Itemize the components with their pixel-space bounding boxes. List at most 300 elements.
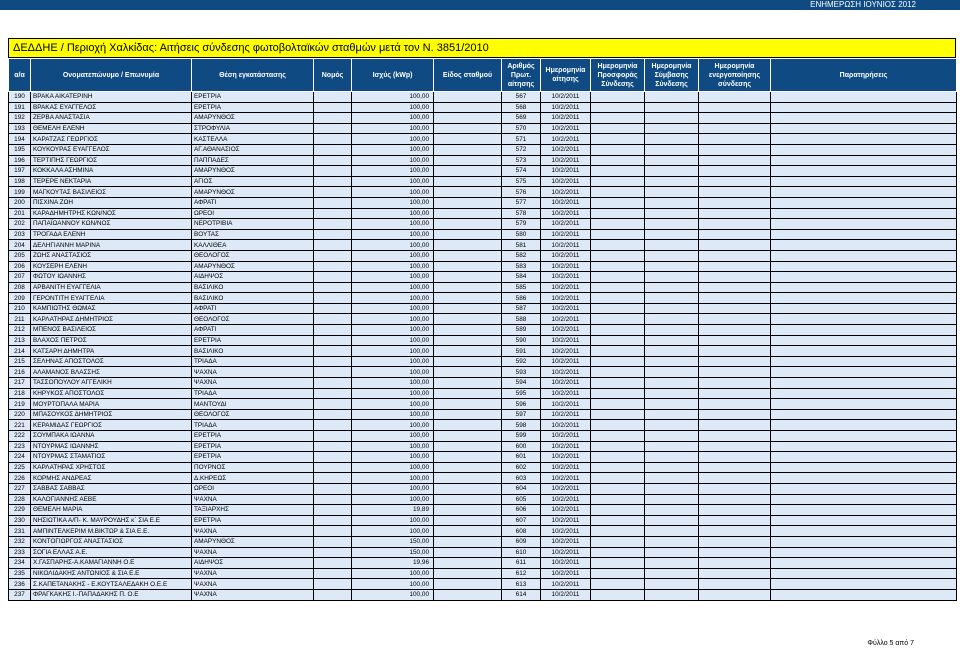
cell-activation-date xyxy=(699,123,771,134)
cell-power: 100,00 xyxy=(352,113,434,124)
cell-power: 100,00 xyxy=(352,272,434,283)
cell-protocol: 610 xyxy=(502,547,541,558)
cell-power: 100,00 xyxy=(352,452,434,463)
cell-activation-date xyxy=(699,113,771,124)
cell-name: ΚΕΡΑΜΙΔΑΣ ΓΕΩΡΓΙΟΣ xyxy=(31,420,192,431)
cell-contract-date xyxy=(645,303,699,314)
table-row xyxy=(9,261,957,272)
cell-contract-date xyxy=(645,123,699,134)
column-header: Είδος σταθμού xyxy=(434,59,502,92)
cell-name: ΦΩΤΟΥ ΙΩΑΝΝΗΣ xyxy=(31,272,192,283)
cell-power: 100,00 xyxy=(352,473,434,484)
sheet-title-row xyxy=(8,38,956,58)
cell-aa: 236 xyxy=(9,579,31,590)
table-row xyxy=(9,123,957,134)
cell-power: 100,00 xyxy=(352,483,434,494)
table-row xyxy=(9,187,957,198)
cell-name: Σ.ΚΑΠΕΤΑΝΑΚΗΣ - Ε.ΚΟΥΤΣΑΛΕΔΑΚΗ Ο.Ε.Ε xyxy=(31,579,192,590)
table-row xyxy=(9,536,957,547)
cell-aa: 214 xyxy=(9,346,31,357)
cell-name: ΚΑΡΑΤΖΑΣ ΓΕΩΡΓΙΟΣ xyxy=(31,134,192,145)
cell-name: ΚΟΥΣΕΡΗ ΕΛΕΝΗ xyxy=(31,261,192,272)
cell-power: 100,00 xyxy=(352,219,434,230)
cell-remarks xyxy=(771,420,957,431)
cell-prefecture xyxy=(314,335,352,346)
cell-location: ΝΕΡΟΤΡΙΒΙΑ xyxy=(192,219,314,230)
cell-application-date: 10/2/2011 xyxy=(541,431,591,442)
cell-prefecture xyxy=(314,483,352,494)
cell-application-date: 10/2/2011 xyxy=(541,515,591,526)
cell-contract-date xyxy=(645,250,699,261)
cell-name: ΒΡΑΚΑ ΑΙΚΑΤΕΡΙΝΗ xyxy=(31,92,192,103)
cell-remarks xyxy=(771,515,957,526)
cell-offer-date xyxy=(591,378,645,389)
cell-power: 100,00 xyxy=(352,579,434,590)
cell-prefecture xyxy=(314,547,352,558)
cell-location: ΑΜΑΡΥΝΘΟΣ xyxy=(192,113,314,124)
cell-application-date: 10/2/2011 xyxy=(541,536,591,547)
cell-remarks xyxy=(771,92,957,103)
cell-aa: 212 xyxy=(9,325,31,336)
cell-remarks xyxy=(771,155,957,166)
cell-protocol: 568 xyxy=(502,102,541,113)
cell-contract-date xyxy=(645,441,699,452)
cell-aa: 199 xyxy=(9,187,31,198)
cell-power: 150,00 xyxy=(352,547,434,558)
cell-application-date: 10/2/2011 xyxy=(541,303,591,314)
cell-contract-date xyxy=(645,144,699,155)
cell-aa: 205 xyxy=(9,250,31,261)
cell-protocol: 587 xyxy=(502,303,541,314)
cell-power: 100,00 xyxy=(352,144,434,155)
cell-prefecture xyxy=(314,197,352,208)
cell-power: 100,00 xyxy=(352,166,434,177)
cell-activation-date xyxy=(699,166,771,177)
table-row xyxy=(9,250,957,261)
cell-station-type xyxy=(434,431,502,442)
cell-station-type xyxy=(434,208,502,219)
cell-name: ΒΡΑΚΑΣ ΕΥΑΓΓΕΛΟΣ xyxy=(31,102,192,113)
cell-power: 100,00 xyxy=(352,356,434,367)
cell-protocol: 591 xyxy=(502,346,541,357)
cell-station-type xyxy=(434,197,502,208)
cell-protocol: 572 xyxy=(502,144,541,155)
cell-offer-date xyxy=(591,399,645,410)
column-header: Νομός xyxy=(314,59,352,92)
cell-prefecture xyxy=(314,250,352,261)
cell-remarks xyxy=(771,536,957,547)
column-header: Θέση εγκατάστασης xyxy=(192,59,314,92)
cell-activation-date xyxy=(699,568,771,579)
cell-aa: 194 xyxy=(9,134,31,145)
cell-power: 100,00 xyxy=(352,441,434,452)
cell-location: ΩΡΕΟΙ xyxy=(192,208,314,219)
cell-power: 100,00 xyxy=(352,197,434,208)
cell-aa: 207 xyxy=(9,272,31,283)
cell-remarks xyxy=(771,367,957,378)
cell-contract-date xyxy=(645,547,699,558)
cell-remarks xyxy=(771,589,957,600)
cell-aa: 228 xyxy=(9,494,31,505)
cell-offer-date xyxy=(591,123,645,134)
table-row xyxy=(9,155,957,166)
cell-application-date: 10/2/2011 xyxy=(541,314,591,325)
cell-contract-date xyxy=(645,92,699,103)
cell-activation-date xyxy=(699,515,771,526)
cell-application-date: 10/2/2011 xyxy=(541,176,591,187)
cell-application-date: 10/2/2011 xyxy=(541,526,591,537)
cell-name: ΜΑΓΚΟΥΤΑΣ ΒΑΣΙΛΕΙΟΣ xyxy=(31,187,192,198)
cell-aa: 221 xyxy=(9,420,31,431)
cell-name: ΤΕΡΤΙΠΗΣ ΓΕΩΡΓΙΟΣ xyxy=(31,155,192,166)
cell-application-date: 10/2/2011 xyxy=(541,166,591,177)
cell-protocol: 601 xyxy=(502,452,541,463)
cell-protocol: 586 xyxy=(502,293,541,304)
column-header: Ημερομηνία Προσφοράς Σύνδεσης xyxy=(591,59,645,92)
cell-prefecture xyxy=(314,431,352,442)
cell-aa: 213 xyxy=(9,335,31,346)
cell-contract-date xyxy=(645,515,699,526)
cell-name: ΚΟΥΚΟΥΡΑΣ ΕΥΑΓΓΕΛΟΣ xyxy=(31,144,192,155)
cell-activation-date xyxy=(699,144,771,155)
table-row xyxy=(9,314,957,325)
cell-remarks xyxy=(771,303,957,314)
cell-location: ΑΙΔΗΨΟΣ xyxy=(192,558,314,569)
cell-prefecture xyxy=(314,452,352,463)
cell-contract-date xyxy=(645,536,699,547)
table-row xyxy=(9,293,957,304)
cell-station-type xyxy=(434,229,502,240)
cell-location: ΨΑΧΝΑ xyxy=(192,526,314,537)
cell-station-type xyxy=(434,399,502,410)
cell-activation-date xyxy=(699,356,771,367)
cell-activation-date xyxy=(699,261,771,272)
cell-contract-date xyxy=(645,325,699,336)
cell-power: 100,00 xyxy=(352,367,434,378)
cell-station-type xyxy=(434,134,502,145)
cell-name: ΑΡΒΑΝΙΤΗ ΕΥΑΓΓΕΛΙΑ xyxy=(31,282,192,293)
cell-power: 100,00 xyxy=(352,282,434,293)
cell-remarks xyxy=(771,356,957,367)
cell-application-date: 10/2/2011 xyxy=(541,558,591,569)
cell-protocol: 606 xyxy=(502,505,541,516)
cell-prefecture xyxy=(314,526,352,537)
cell-aa: 215 xyxy=(9,356,31,367)
cell-protocol: 575 xyxy=(502,176,541,187)
cell-protocol: 577 xyxy=(502,197,541,208)
cell-protocol: 573 xyxy=(502,155,541,166)
cell-application-date: 10/2/2011 xyxy=(541,187,591,198)
table-row xyxy=(9,346,957,357)
cell-name: ΚΗΡΥΚΟΣ ΑΠΟΣΤΟΛΟΣ xyxy=(31,388,192,399)
cell-protocol: 607 xyxy=(502,515,541,526)
cell-offer-date xyxy=(591,367,645,378)
cell-station-type xyxy=(434,558,502,569)
cell-remarks xyxy=(771,399,957,410)
cell-name: ΤΑΣΣΟΠΟΥΛΟΥ ΑΓΓΕΛΙΚΗ xyxy=(31,378,192,389)
cell-contract-date xyxy=(645,388,699,399)
cell-activation-date xyxy=(699,134,771,145)
cell-station-type xyxy=(434,219,502,230)
cell-name: ΖΕΡΒΑ ΑΝΑΣΤΑΣΙΑ xyxy=(31,113,192,124)
cell-offer-date xyxy=(591,272,645,283)
update-label: ΕΝΗΜΕΡΩΣΗ ΙΟΥΝΙΟΣ 2012 xyxy=(810,0,916,9)
cell-activation-date xyxy=(699,272,771,283)
cell-prefecture xyxy=(314,166,352,177)
table-row xyxy=(9,134,957,145)
cell-name: ΑΛΑΜΑΝΟΣ ΒΛΑΣΣΗΣ xyxy=(31,367,192,378)
cell-protocol: 594 xyxy=(502,378,541,389)
table-row xyxy=(9,303,957,314)
cell-station-type xyxy=(434,155,502,166)
cell-location: ΕΡΕΤΡΙΑ xyxy=(192,102,314,113)
cell-remarks xyxy=(771,240,957,251)
cell-station-type xyxy=(434,378,502,389)
cell-station-type xyxy=(434,473,502,484)
cell-offer-date xyxy=(591,547,645,558)
cell-application-date: 10/2/2011 xyxy=(541,250,591,261)
cell-application-date: 10/2/2011 xyxy=(541,92,591,103)
cell-activation-date xyxy=(699,303,771,314)
cell-prefecture xyxy=(314,378,352,389)
table-row xyxy=(9,483,957,494)
cell-offer-date xyxy=(591,282,645,293)
cell-station-type xyxy=(434,240,502,251)
cell-station-type xyxy=(434,441,502,452)
cell-name: Χ.ΓΑΣΠΑΡΗΣ-Α.ΚΑΜΑΓΙΑΝΝΗ Ο.Ε xyxy=(31,558,192,569)
cell-activation-date xyxy=(699,102,771,113)
cell-activation-date xyxy=(699,293,771,304)
cell-activation-date xyxy=(699,219,771,230)
cell-location: ΜΑΝΤΟΥΔΙ xyxy=(192,399,314,410)
table-row xyxy=(9,399,957,410)
cell-remarks xyxy=(771,547,957,558)
cell-location: ΑΓΙΟΣ xyxy=(192,176,314,187)
cell-prefecture xyxy=(314,473,352,484)
cell-protocol: 582 xyxy=(502,250,541,261)
cell-contract-date xyxy=(645,261,699,272)
cell-protocol: 613 xyxy=(502,579,541,590)
cell-contract-date xyxy=(645,155,699,166)
cell-remarks xyxy=(771,176,957,187)
cell-contract-date xyxy=(645,399,699,410)
column-header: Ημερομηνία Σύμβασης Σύνδεσης xyxy=(645,59,699,92)
table-row xyxy=(9,240,957,251)
cell-remarks xyxy=(771,494,957,505)
cell-protocol: 604 xyxy=(502,483,541,494)
cell-remarks xyxy=(771,144,957,155)
cell-station-type xyxy=(434,547,502,558)
column-header: Παρατηρήσεις xyxy=(771,59,957,92)
cell-offer-date xyxy=(591,494,645,505)
cell-name: ΚΑΡΑΔΗΜΗΤΡΗΣ ΚΩΝ/ΝΟΣ xyxy=(31,208,192,219)
cell-location: ΠΟΥΡΝΟΣ xyxy=(192,462,314,473)
cell-power: 100,00 xyxy=(352,431,434,442)
cell-remarks xyxy=(771,219,957,230)
cell-prefecture xyxy=(314,187,352,198)
cell-prefecture xyxy=(314,441,352,452)
table-row xyxy=(9,367,957,378)
cell-power: 150,00 xyxy=(352,536,434,547)
cell-location: ΘΕΟΛΟΓΟΣ xyxy=(192,409,314,420)
cell-application-date: 10/2/2011 xyxy=(541,123,591,134)
cell-power: 19,96 xyxy=(352,558,434,569)
cell-name: ΖΩΗΣ ΑΝΑΣΤΑΣΙΟΣ xyxy=(31,250,192,261)
table-row xyxy=(9,272,957,283)
cell-aa: 220 xyxy=(9,409,31,420)
cell-power: 100,00 xyxy=(352,314,434,325)
table-row xyxy=(9,547,957,558)
cell-location: ΕΡΕΤΡΙΑ xyxy=(192,441,314,452)
cell-power: 100,00 xyxy=(352,176,434,187)
cell-contract-date xyxy=(645,462,699,473)
cell-application-date: 10/2/2011 xyxy=(541,367,591,378)
cell-offer-date xyxy=(591,293,645,304)
cell-activation-date xyxy=(699,314,771,325)
cell-station-type xyxy=(434,515,502,526)
cell-prefecture xyxy=(314,92,352,103)
cell-power: 19,89 xyxy=(352,505,434,516)
cell-offer-date xyxy=(591,346,645,357)
cell-prefecture xyxy=(314,579,352,590)
cell-remarks xyxy=(771,335,957,346)
cell-activation-date xyxy=(699,452,771,463)
cell-name: ΚΟΝΤΟΓΙΩΡΓΟΣ ΑΝΑΣΤΑΣΙΟΣ xyxy=(31,536,192,547)
cell-activation-date xyxy=(699,378,771,389)
cell-aa: 203 xyxy=(9,229,31,240)
cell-aa: 210 xyxy=(9,303,31,314)
cell-contract-date xyxy=(645,346,699,357)
cell-station-type xyxy=(434,113,502,124)
cell-aa: 191 xyxy=(9,102,31,113)
cell-contract-date xyxy=(645,197,699,208)
cell-offer-date xyxy=(591,409,645,420)
cell-power: 100,00 xyxy=(352,420,434,431)
cell-application-date: 10/2/2011 xyxy=(541,155,591,166)
cell-location: ΚΑΛΛΙΘΕΑ xyxy=(192,240,314,251)
table-row xyxy=(9,102,957,113)
cell-contract-date xyxy=(645,208,699,219)
cell-location: ΩΡΕΟΙ xyxy=(192,483,314,494)
cell-offer-date xyxy=(591,568,645,579)
cell-remarks xyxy=(771,579,957,590)
cell-prefecture xyxy=(314,303,352,314)
cell-remarks xyxy=(771,431,957,442)
cell-offer-date xyxy=(591,335,645,346)
cell-contract-date xyxy=(645,356,699,367)
cell-offer-date xyxy=(591,113,645,124)
sheet-footer: Φύλλο 5 από 7 xyxy=(867,640,914,647)
column-header: Ημερομηνία ενεργοποίησης σύνδεσης xyxy=(699,59,771,92)
cell-location: ΨΑΧΝΑ xyxy=(192,589,314,600)
cell-prefecture xyxy=(314,282,352,293)
cell-remarks xyxy=(771,452,957,463)
cell-offer-date xyxy=(591,526,645,537)
cell-location: ΑΓ.ΑΘΑΝΑΣΙΟΣ xyxy=(192,144,314,155)
cell-aa: 190 xyxy=(9,92,31,103)
cell-remarks xyxy=(771,187,957,198)
cell-name: ΑΜΠΙΝΤΕΛΚΕΡΙΜ Μ.ΒΙΚΤΩΡ & ΣΙΑ Ε.Ε. xyxy=(31,526,192,537)
cell-remarks xyxy=(771,293,957,304)
cell-location: ΒΟΥΤΑΣ xyxy=(192,229,314,240)
cell-location: ΨΑΧΝΑ xyxy=(192,378,314,389)
cell-location: ΑΦΡΑΤΙ xyxy=(192,303,314,314)
cell-station-type xyxy=(434,568,502,579)
cell-prefecture xyxy=(314,515,352,526)
cell-aa: 209 xyxy=(9,293,31,304)
cell-application-date: 10/2/2011 xyxy=(541,356,591,367)
table-row xyxy=(9,473,957,484)
column-header: α/α xyxy=(9,59,31,92)
table-row xyxy=(9,505,957,516)
cell-activation-date xyxy=(699,325,771,336)
cell-activation-date xyxy=(699,505,771,516)
cell-activation-date xyxy=(699,399,771,410)
cell-contract-date xyxy=(645,282,699,293)
cell-aa: 217 xyxy=(9,378,31,389)
cell-aa: 200 xyxy=(9,197,31,208)
cell-prefecture xyxy=(314,144,352,155)
cell-protocol: 574 xyxy=(502,166,541,177)
cell-application-date: 10/2/2011 xyxy=(541,409,591,420)
cell-station-type xyxy=(434,589,502,600)
cell-aa: 226 xyxy=(9,473,31,484)
cell-prefecture xyxy=(314,505,352,516)
cell-remarks xyxy=(771,441,957,452)
cell-station-type xyxy=(434,462,502,473)
cell-station-type xyxy=(434,526,502,537)
cell-remarks xyxy=(771,378,957,389)
cell-remarks xyxy=(771,526,957,537)
cell-power: 100,00 xyxy=(352,462,434,473)
column-header: Αριθμός Πρωτ. αίτησης xyxy=(502,59,541,92)
cell-location: ΒΑΣΙΛΙΚΟ xyxy=(192,282,314,293)
cell-offer-date xyxy=(591,250,645,261)
cell-contract-date xyxy=(645,166,699,177)
cell-protocol: 612 xyxy=(502,568,541,579)
cell-location: ΒΑΣΙΛΙΚΟ xyxy=(192,346,314,357)
cell-contract-date xyxy=(645,579,699,590)
cell-location: ΑΜΑΡΥΝΘΟΣ xyxy=(192,166,314,177)
table-row xyxy=(9,176,957,187)
cell-power: 100,00 xyxy=(352,155,434,166)
cell-power: 100,00 xyxy=(352,378,434,389)
table-row xyxy=(9,229,957,240)
cell-contract-date xyxy=(645,483,699,494)
cell-remarks xyxy=(771,473,957,484)
cell-contract-date xyxy=(645,314,699,325)
cell-contract-date xyxy=(645,473,699,484)
cell-aa: 235 xyxy=(9,568,31,579)
cell-power: 100,00 xyxy=(352,123,434,134)
cell-location: ΣΤΡΟΦΥΛΙΑ xyxy=(192,123,314,134)
cell-aa: 195 xyxy=(9,144,31,155)
cell-contract-date xyxy=(645,452,699,463)
table-row xyxy=(9,452,957,463)
cell-location: ΨΑΧΝΑ xyxy=(192,367,314,378)
cell-location: ΘΕΟΛΟΓΟΣ xyxy=(192,314,314,325)
cell-station-type xyxy=(434,325,502,336)
cell-name: ΚΑΛΟΓΙΑΝΝΗΣ ΑΕΒΕ xyxy=(31,494,192,505)
cell-remarks xyxy=(771,113,957,124)
cell-offer-date xyxy=(591,473,645,484)
cell-contract-date xyxy=(645,102,699,113)
cell-offer-date xyxy=(591,102,645,113)
cell-contract-date xyxy=(645,568,699,579)
cell-name: ΚΟΚΚΑΛΑ ΑΣΗΜΙΝΑ xyxy=(31,166,192,177)
cell-offer-date xyxy=(591,452,645,463)
cell-protocol: 580 xyxy=(502,229,541,240)
